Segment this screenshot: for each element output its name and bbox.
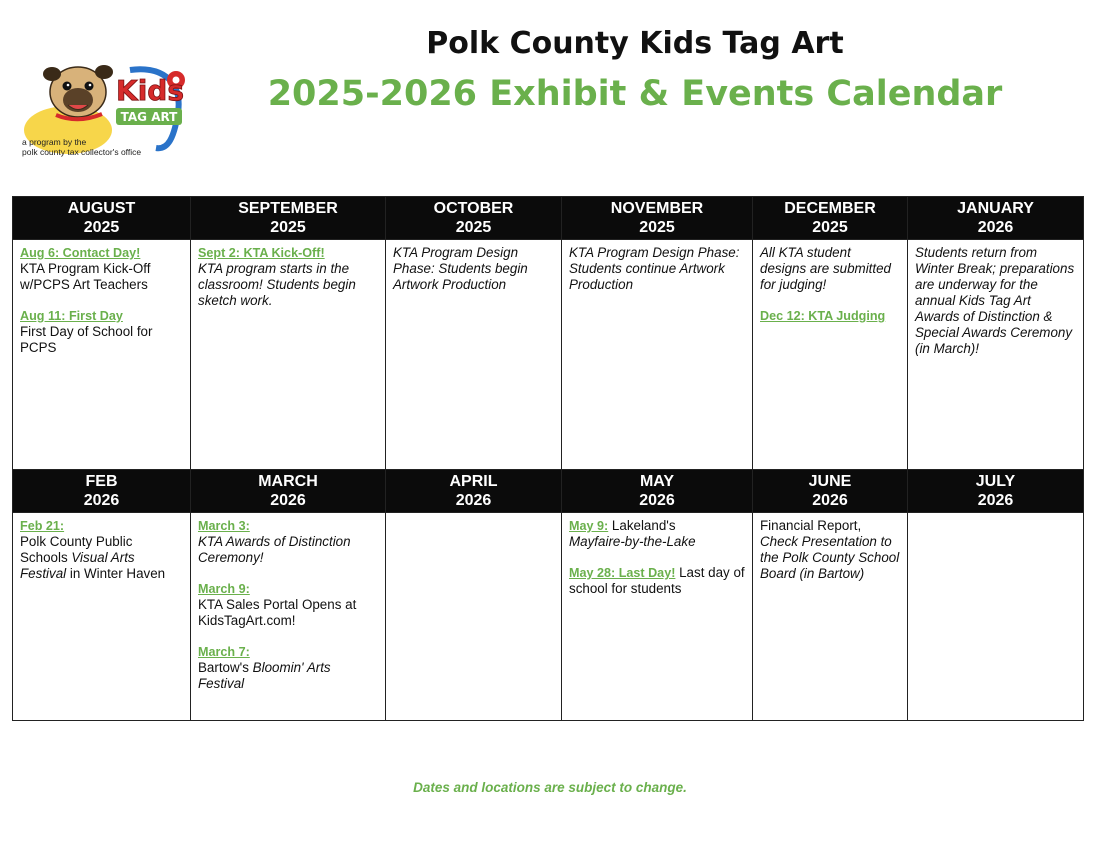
month-header-april: APRIL 2026	[386, 470, 562, 513]
month-header-july: JULY 2026	[908, 470, 1084, 513]
month-header-feb: FEB 2026	[13, 470, 191, 513]
event-item: Feb 21: Polk County Public Schools Visual Arts Festival in Winter Haven	[20, 519, 166, 581]
events-cell-december	[753, 240, 908, 470]
events-cell-march	[191, 513, 386, 721]
events-cell-july	[908, 513, 1084, 721]
svg-text:TAG ART: TAG ART	[120, 110, 178, 124]
event-item: Aug 6: Contact Day! KTA Program Kick-Off w/PCPS Art Teachers	[20, 246, 151, 292]
event-date-link[interactable]: Sept 2: KTA Kick-Off!	[198, 246, 325, 260]
events-cell-june	[753, 513, 908, 721]
event-date-link[interactable]: March 9:	[198, 582, 250, 596]
event-item: March 9: KTA Sales Portal Opens at KidsTagArt.com!	[198, 582, 357, 628]
month-events-row	[13, 240, 1084, 470]
events-cell-october	[386, 240, 562, 470]
event-date-link[interactable]: Dec 12: KTA Judging	[760, 309, 886, 323]
events-cell-november	[562, 240, 753, 470]
event-item: May 9: Lakeland's Mayfaire-by-the-Lake	[569, 518, 696, 549]
event-date-link[interactable]: Aug 11: First Day	[20, 309, 123, 323]
month-events-row	[13, 513, 1084, 721]
events-cell-april	[386, 513, 562, 721]
event-item: May 28: Last Day! Last day of school for students	[569, 565, 745, 596]
month-header-row	[13, 197, 1084, 240]
svg-text:Kids: Kids	[116, 74, 185, 107]
events-cell-august	[13, 240, 191, 470]
event-date-link[interactable]: March 3:	[198, 519, 250, 533]
pug-mascot-icon	[18, 58, 190, 158]
events-cell-feb	[13, 513, 191, 721]
event-item: Financial Report, Check Presentation to the Polk County School Board (in Bartow)	[760, 518, 900, 581]
footer-disclaimer: Dates and locations are subject to change.	[413, 780, 687, 795]
event-item: Sept 2: KTA Kick-Off! KTA program starts in the classroom! Students begin sketch work.	[198, 246, 356, 308]
events-cell-january	[908, 240, 1084, 470]
month-header-december: DECEMBER 2025	[753, 197, 908, 240]
events-cell-may	[562, 513, 753, 721]
event-date-link[interactable]: Feb 21:	[20, 519, 65, 533]
month-header-october: OCTOBER 2025	[386, 197, 562, 240]
page-subtitle: 2025-2026 Exhibit & Events Calendar	[267, 74, 1003, 114]
event-item: KTA Program Design Phase: Students continue Artwork Production	[569, 245, 740, 292]
month-header-january: JANUARY 2026	[908, 197, 1084, 240]
page-title: Polk County Kids Tag Art	[426, 26, 844, 61]
event-item: Students return from Winter Break; preparations are underway for the annual Kids Tag Art Awards of Distinction & Special Awards Ceremony (in March)!	[915, 245, 1075, 356]
month-header-june: JUNE 2026	[753, 470, 908, 513]
event-date-link[interactable]: May 28: Last Day!	[569, 566, 676, 580]
month-header-row	[13, 470, 1084, 513]
month-header-september: SEPTEMBER 2025	[191, 197, 386, 240]
event-item	[760, 308, 900, 324]
month-header-may: MAY 2026	[562, 470, 753, 513]
events-cell-september	[191, 240, 386, 470]
svg-text:a program by the: a program by the	[22, 137, 87, 147]
event-date-link[interactable]: March 7:	[198, 645, 250, 659]
month-header-august: AUGUST 2025	[13, 197, 191, 240]
event-date-link[interactable]: May 9:	[569, 519, 609, 533]
event-item: KTA Program Design Phase: Students begin Artwork Production	[393, 245, 528, 292]
event-item: Aug 11: First Day First Day of School for PCPS	[20, 309, 153, 355]
events-calendar-table	[12, 196, 1084, 721]
month-header-march: MARCH 2026	[191, 470, 386, 513]
kids-tag-art-logo	[18, 58, 190, 158]
svg-text:polk county tax collector's of: polk county tax collector's office	[22, 147, 142, 157]
month-header-november: NOVEMBER 2025	[562, 197, 753, 240]
event-item: March 3: KTA Awards of Distinction Ceremony!	[198, 519, 351, 565]
event-item: March 7: Bartow's Bloomin' Arts Festival	[198, 645, 331, 691]
event-item: All KTA student designs are submitted for judging!	[760, 245, 892, 292]
event-date-link[interactable]: Aug 6: Contact Day!	[20, 246, 141, 260]
